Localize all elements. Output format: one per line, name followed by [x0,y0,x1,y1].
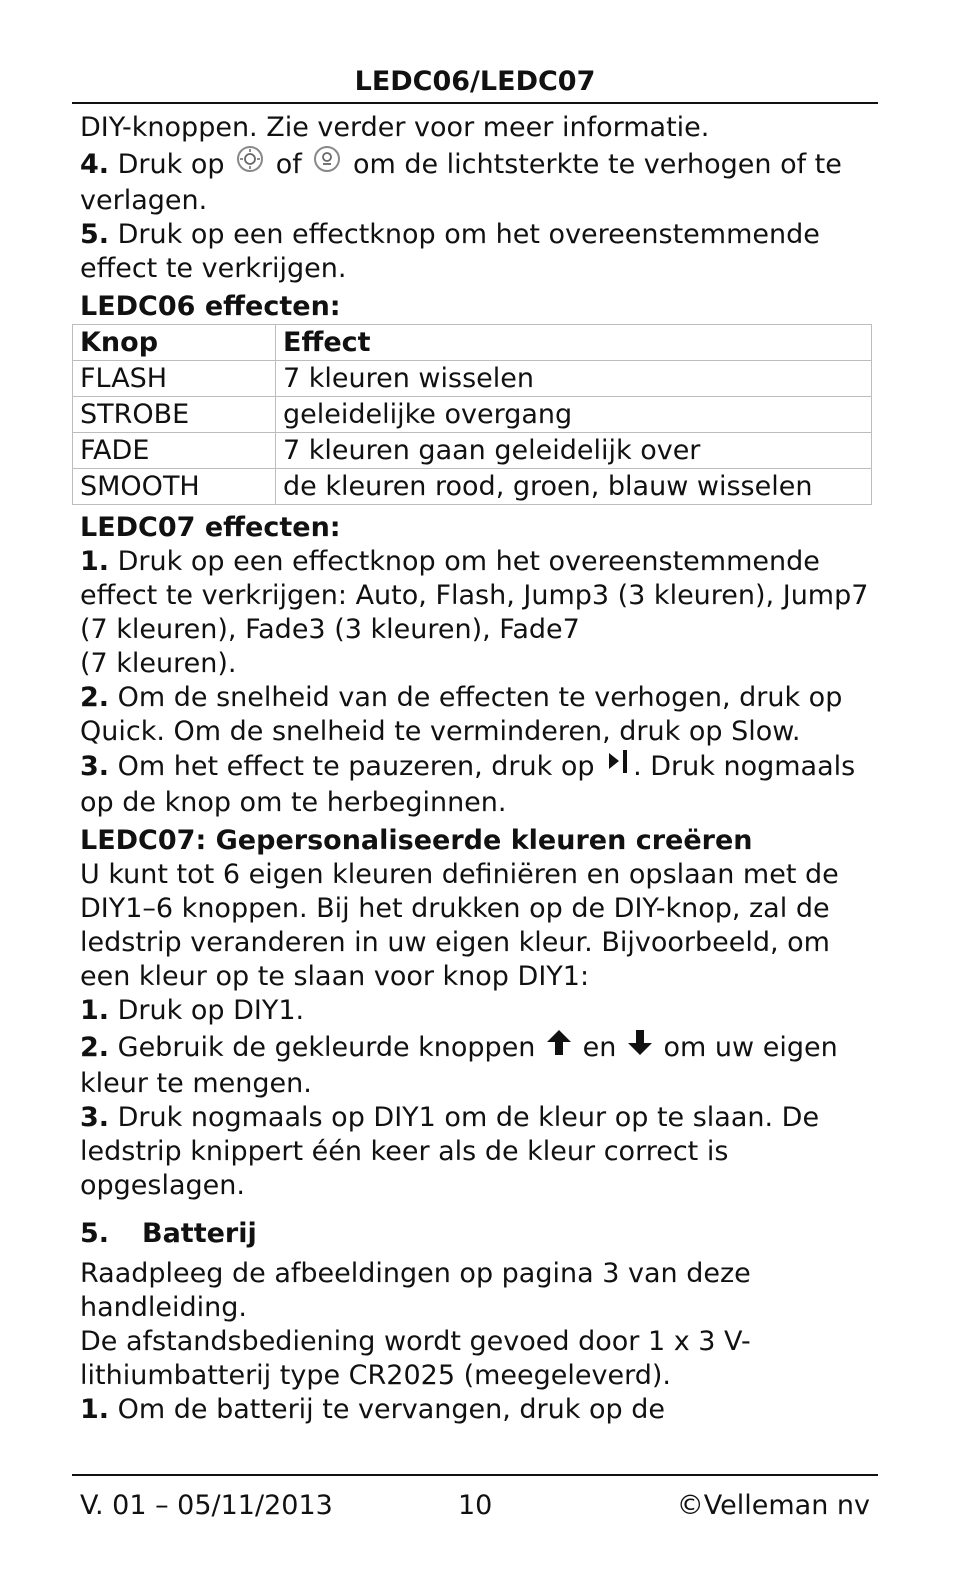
battery-p2: De afstandsbediening wordt gevoed door 1 x 3 V-lithiumbatterij type CR2025 (meegeleverd). [80,1326,751,1391]
table-row [73,433,872,469]
step-number: 1. [80,546,110,577]
step-5: 5. Druk op een effectknop om het overeenstemmende effect te verkrijgen. [80,219,820,284]
battery-p1: Raadpleeg de afbeeldingen op pagina 3 van deze handleiding. [80,1258,751,1323]
custom-step-1: 1. Druk op DIY1. [80,995,305,1026]
table-row [73,469,872,505]
ledc07-step-1: 1. Druk op een effectknop om het overeenstemmende effect te verkrijgen: Auto, Flash, Jump3 (3 kleuren), Jump7 (7 kleuren), Fade3 (3 kleuren), Fade7 [80,546,869,645]
page-header: LEDC06/LEDC07 [354,66,596,97]
step-4: 4. Druk op of om de lichtsterkte te verhogen of te verlagen. [80,145,870,218]
table-cell: 7 kleuren wisselen [276,361,872,397]
table-cell: STROBE [73,397,276,433]
table-cell: geleidelijke overgang [276,397,872,433]
table-row [73,361,872,397]
table-header-row [73,325,872,361]
header-rule [72,102,878,104]
play-pause-icon [603,749,633,786]
brightness-down-icon [310,145,344,184]
table-row [73,397,872,433]
battery-section-heading [80,1217,870,1251]
table-cell: de kleuren rood, groen, blauw wisselen [276,469,872,505]
step-number: 3. [80,751,110,782]
custom-colors-heading: LEDC07: Gepersonaliseerde kleuren creëren [80,825,753,856]
version-date: V. 01 – 05/11/2013 [80,1490,333,1521]
table-cell: 7 kleuren gaan geleidelijk over [276,433,872,469]
column-header-effect: Effect [276,325,872,361]
step-number: 3. [80,1102,110,1133]
step-number: 1. [80,1394,110,1425]
ledc07-step-2: 2. Om de snelheid van de effecten te verhogen, druk op Quick. Om de snelheid te verminderen, druk op Slow. [80,682,843,747]
page-content [80,111,870,1427]
table-cell: FADE [73,433,276,469]
column-header-knop: Knop [73,325,276,361]
page-footer [80,1490,870,1524]
page-number: 10 [458,1490,493,1521]
custom-step-2: 2. Gebruik de gekleurde knoppen en om uw eigen kleur te mengen. [80,1028,870,1101]
section-number: 5. [80,1218,110,1249]
table-cell: SMOOTH [73,469,276,505]
ledc06-heading: LEDC06 effecten: [80,291,341,322]
custom-step-3: 3. Druk nogmaals op DIY1 om de kleur op te slaan. De ledstrip knippert één keer als de kleur correct is opgeslagen. [80,1102,820,1201]
custom-colors-intro: U kunt tot 6 eigen kleuren definiëren en opslaan met de DIY1–6 knoppen. Bij het drukken op de DIY-knop, zal de ledstrip veranderen in uw eigen kleur. Bijvoorbeeld, om een kleur op te slaan voor knop DIY1: [80,859,839,992]
step-number: 1. [80,995,110,1026]
intro-line: DIY-knoppen. Zie verder voor meer informatie. [80,112,710,143]
brightness-up-icon [233,145,267,184]
table-cell: FLASH [73,361,276,397]
step-number: 4. [80,149,110,180]
ledc06-effects-table [72,324,872,505]
ledc07-step-1-cont: (7 kleuren). [80,648,237,679]
battery-step-1: 1. Om de batterij te vervangen, druk op de [80,1394,665,1425]
step-number: 2. [80,682,110,713]
copyright: ©Velleman nv [676,1490,870,1521]
step-number: 2. [80,1032,110,1063]
step-number: 5. [80,219,110,250]
arrow-up-icon [544,1028,574,1067]
footer-rule [72,1474,878,1476]
arrow-down-icon [625,1028,655,1067]
ledc07-heading: LEDC07 effecten: [80,512,341,543]
ledc07-step-3: 3. Om het effect te pauzeren, druk op . Druk nogmaals op de knop om te herbeginnen. [80,751,856,818]
section-title: Batterij [142,1218,257,1249]
